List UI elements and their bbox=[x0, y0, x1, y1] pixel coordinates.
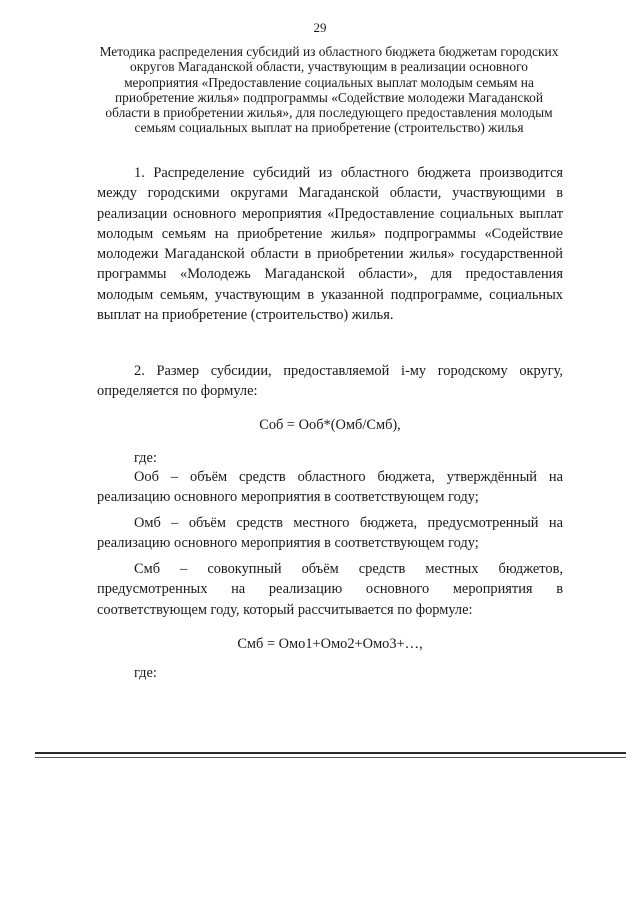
scan-edge-line-secondary bbox=[35, 757, 626, 758]
paragraph-2: 2. Размер субсидии, предоставляемой i-му городскому округу, определяется по формуле: bbox=[97, 363, 563, 400]
page-number: 29 bbox=[313, 20, 327, 35]
formula-smb: Смб = Омо1+Омо2+Омо3+…, bbox=[237, 636, 423, 652]
scan-edge-line bbox=[35, 752, 626, 754]
definition-omb: Омб – объём средств местного бюджета, предусмотренный на реализацию основного мероприятия в соответствующем году; bbox=[97, 515, 563, 552]
formula-subsidy: Соб = Ооб*(Омб/Смб), bbox=[259, 417, 401, 433]
paragraph-1: 1. Распределение субсидий из областного бюджета производится между городскими округами Магаданской области, участвующими в реализации основного мероприятия «Предоставление социальных выплат молодым семьям на приобретение жилья» подпрограммы «Содействие молодежи Магаданской области в приобретении жилья» государственной программы «Молодежь Магаданской области», для предоставления молодым семьям, участвующим в указанной подпрограмме, социальных выплат на приобретение (строительство) жилья. bbox=[97, 165, 563, 324]
definition-oob: Ооб – объём средств областного бюджета, утверждённый на реализацию основного мероприятия в соответствующем году; bbox=[97, 469, 563, 506]
document-title: Методика распределения субсидий из областного бюджета бюджетам городских округов Магаданской области, участвующим в реализации основного мероприятия «Предоставление социальных выплат молодым семьям на приобретение жилья» подпрограммы «Содействие молодежи Магаданской области в приобретении жилья», для последующего предоставления молодым семьям социальных выплат на приобретение (строительство) жилья bbox=[99, 44, 559, 136]
where-label-2: где: bbox=[134, 665, 157, 681]
definition-smb: Смб – совокупный объём средств местных бюджетов, предусмотренных на реализацию основного мероприятия в соответствующем году, который рассчитывается по формуле: bbox=[97, 561, 563, 618]
where-label-1: где: bbox=[134, 450, 157, 466]
